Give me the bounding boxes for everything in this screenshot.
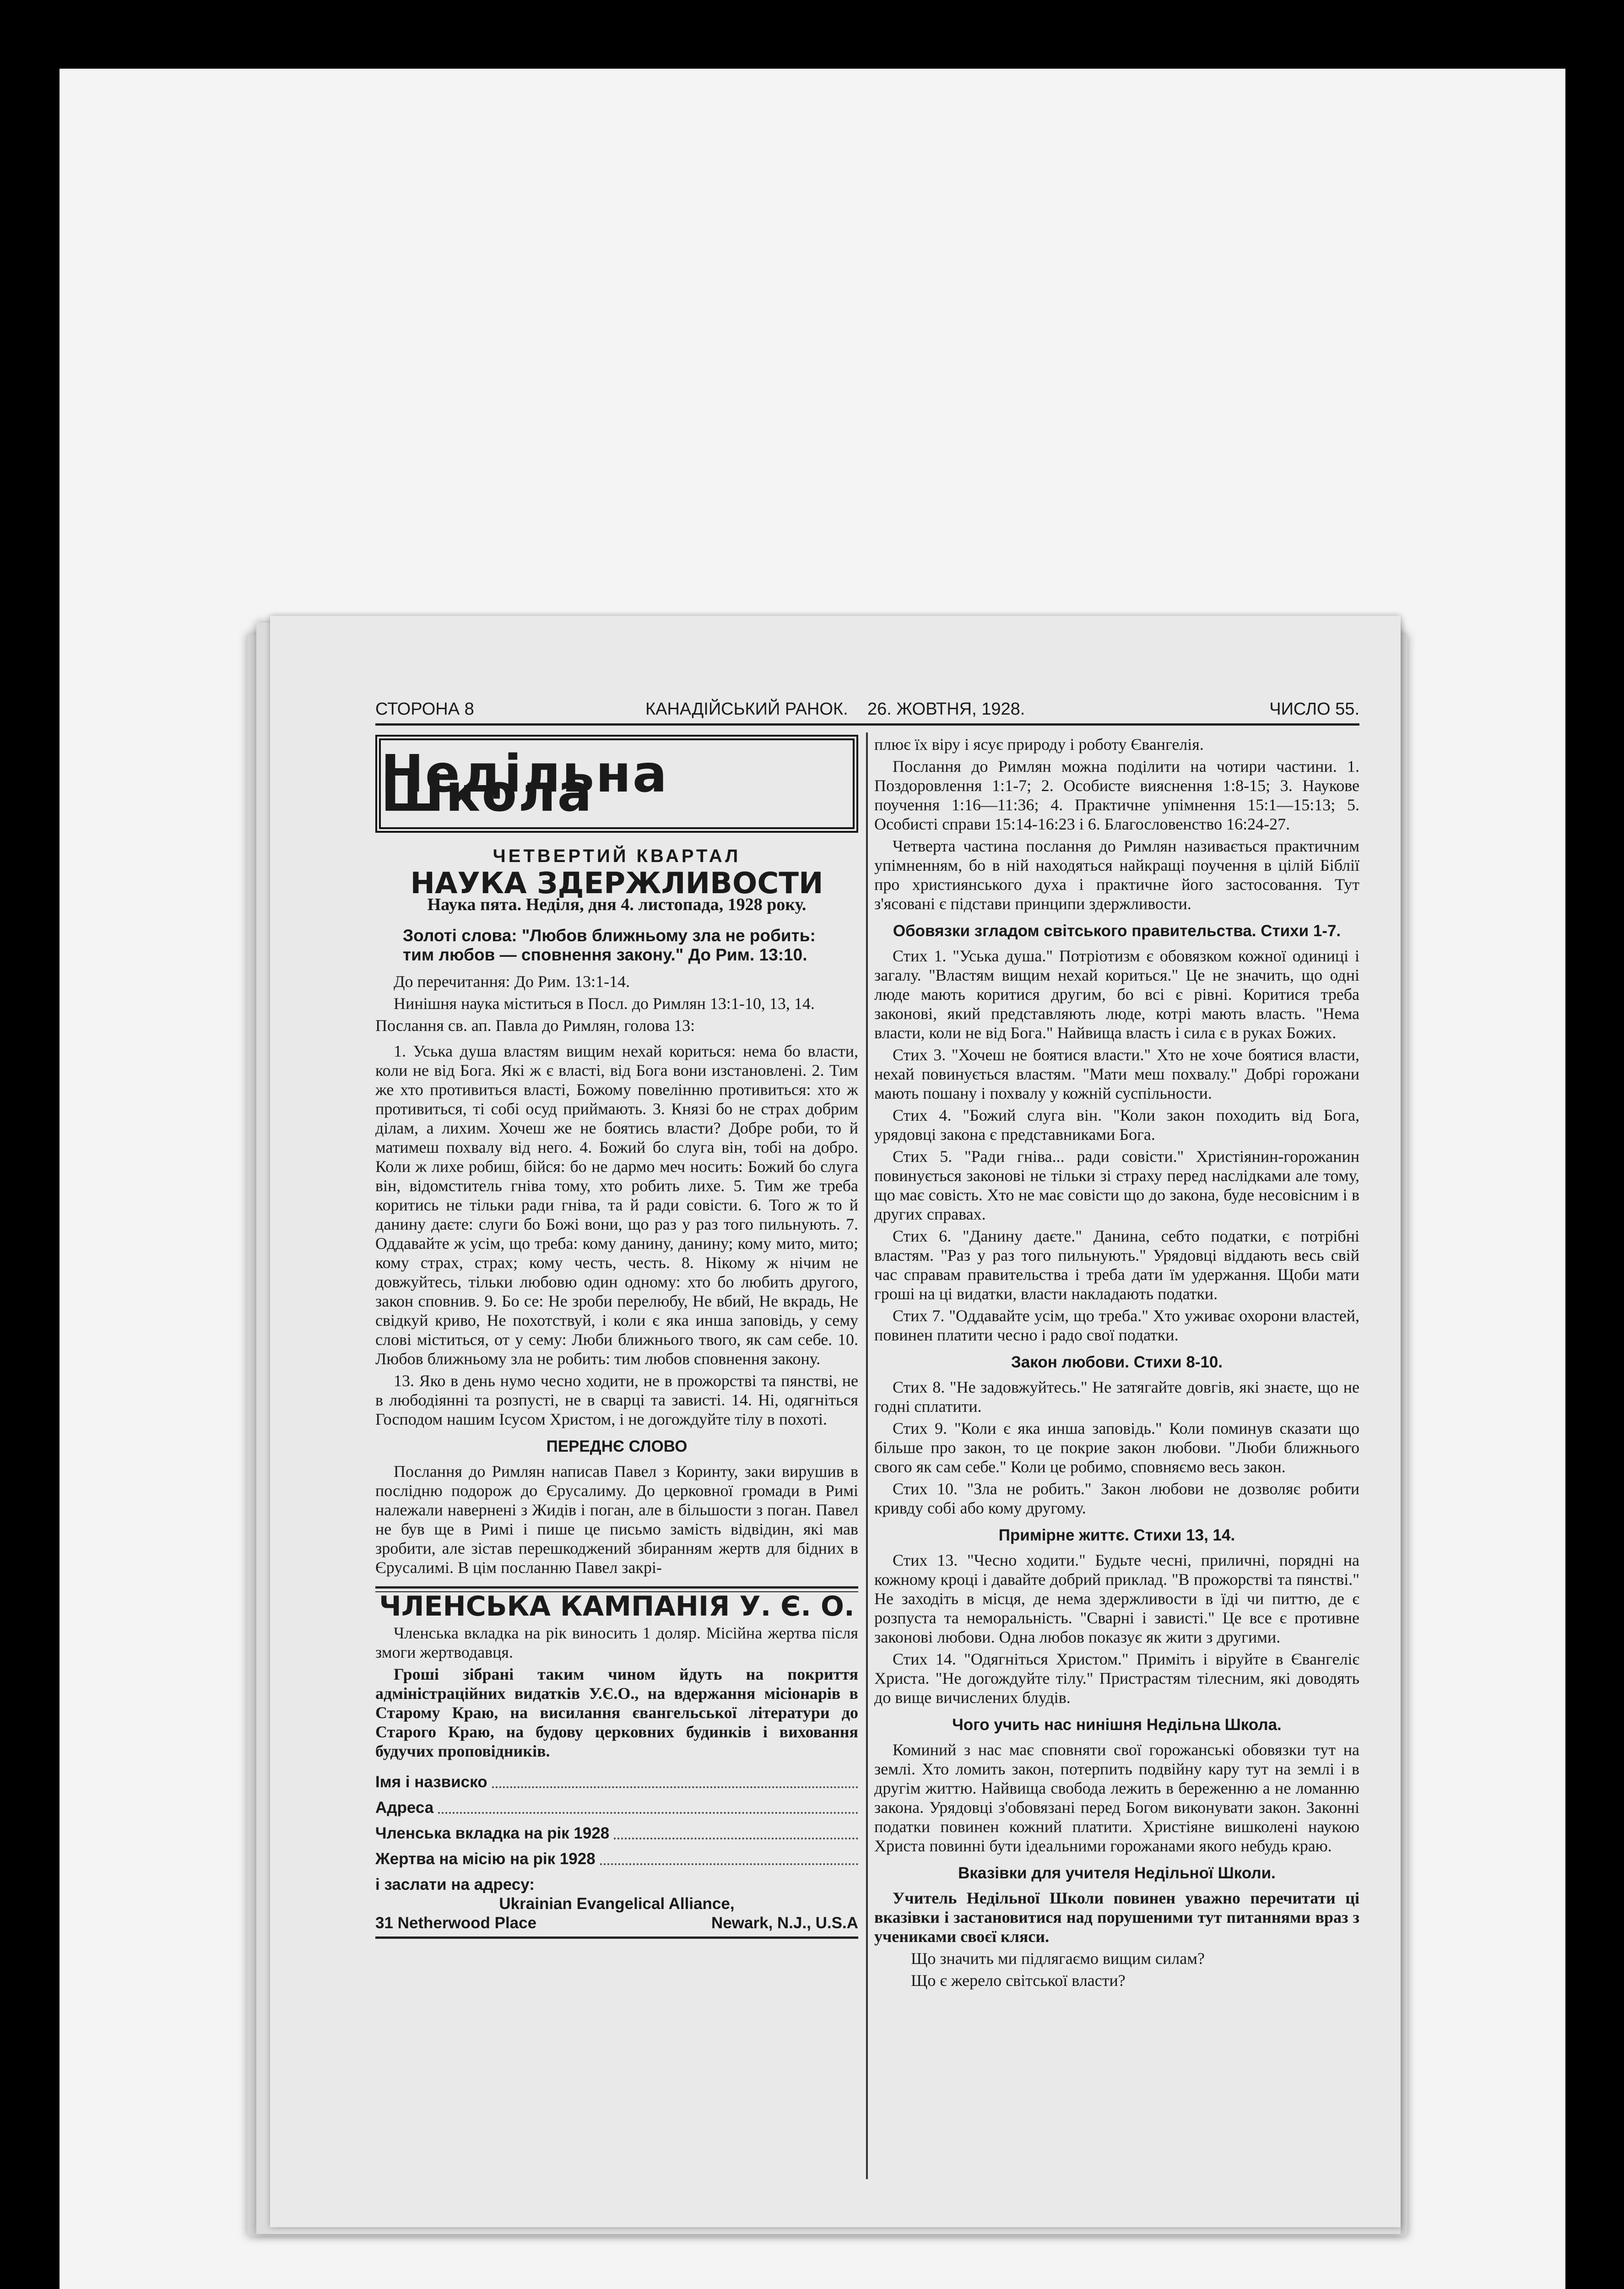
subheading-exemplary-life: Примірне життє. Стихи 13, 14. <box>998 1526 1235 1544</box>
send-to-label: і заслати на адресу: <box>375 1876 535 1893</box>
reading-ref: До перечитання: До Рим. 13:1-14. <box>394 972 630 991</box>
verse-5: Стих 5. "Ради гніва... ради совісти." Христіянин-горожанин повинується законові не тільки зі страху перед наслідками але тому, що має совість. Хто не має совісти що до закона, буде несовісним і в других справах. <box>874 1147 1359 1223</box>
verse-7: Стих 7. "Оддавайте усім, що треба." Хто уживає охорони властей, повинен платити чесно і радо свої податки. <box>874 1307 1359 1344</box>
mission-field[interactable] <box>375 1850 858 1869</box>
golden-words-line-2: тим любов — сповнення закону." До Рим. 13:10. <box>403 945 807 964</box>
verse-6: Стих 6. "Данину даєте." Данина, себто податки, є потрібні властям. "Раз у раз того пильнують." Урядовці віддають весь свій час справам правительства і треба дати їм удержання. Щоби мати гроші на ці видатки, власти накладають податки. <box>874 1227 1359 1303</box>
verse-1: Стих 1. "Уська душа." Потріотизм є обовязком кожної одиниці і загалу. "Властям вищим нехай кориться." Це не значить, що одні люде мають коритися другим, бо всі є рівні. Коритися треба законові, який представляють люде, котрі мають власть. "Нема власти, коли не від Бога." Найвища власть і сила є в руках Божих. <box>874 947 1359 1042</box>
verse-3: Стих 3. "Хочеш не боятися власти." Хто не хоче боятися власти, нехай повинується властям. "Мати меш похвалу." Добрі горожани мають пошану і похвалу у кожній суспільности. <box>874 1046 1359 1102</box>
page-content <box>375 696 1359 2202</box>
dues-field-label: Членська вкладка на рік 1928 <box>375 1824 610 1842</box>
lesson-subtitle: Наука пята. Неділя, дня 4. листопада, 1928 року. <box>427 895 807 914</box>
name-field-line[interactable] <box>492 1773 858 1788</box>
mission-field-line[interactable] <box>600 1850 858 1865</box>
dues-field[interactable] <box>375 1824 858 1843</box>
lesson-location: Нинішня наука міститься в Посл. до Римлян 13:1-10, 13, 14. <box>394 994 815 1013</box>
verse-9: Стих 9. "Коли є яка инша заповідь." Коли поминув сказати що більше про закон, то це покрие закон любови. "Люби ближнього свого як сам себе." Коли це робимо, сповняємо весь закон. <box>874 1419 1359 1476</box>
campaign-title: ЧЛЕНСЬКА КАМПАНІЯ У. Є. О. <box>379 1590 855 1622</box>
golden-words-line-1: Золоті слова: "Любов ближньому зла не робить: <box>403 926 816 945</box>
verse-8: Стих 8. "Не задовжуйтесь." Не затягайте довгів, які знаєте, що не годні сплатити. <box>874 1378 1359 1416</box>
practical-paragraph: Четверта частина послання до Римлян називається практичним упімненням, бо в ній находяться найкращі поучення в цілій Біблії про християнського духа і практичне його застосовання. Тут з'ясовані є підстави принципи здержливости. <box>874 837 1359 913</box>
left-column <box>375 735 858 1939</box>
quarter-label: ЧЕТВЕРТИЙ КВАРТАЛ <box>493 846 741 866</box>
page-header <box>375 696 1359 726</box>
organization-name: Ukrainian Evangelical Alliance, <box>499 1895 735 1913</box>
continued-text: плює їх віру і ясує природу і роботу Євангелія. <box>874 735 1204 754</box>
subheading-teaching: Чого учить нас нинішня Недільна Школа. <box>952 1716 1282 1734</box>
street-address: 31 Netherwood Place <box>375 1914 537 1932</box>
masthead-box <box>375 735 858 833</box>
subheading-duties: Обовязки згладом світського правительства. Стихи 1-7. <box>893 922 1341 940</box>
dues-field-line[interactable] <box>614 1824 858 1839</box>
verse-13: Стих 13. "Чесно ходити." Будьте чесні, приличні, порядні на кожному кроці і давайте добрий приклад. "В прожорстві та пянстві." Не заходіть в місця, де нема здержливости в їді чи питтю, де є розпуста та неморальність. "Сварні і зависті." Це все є противне законові любови. Одна любов показує як жити з другими. <box>874 1551 1359 1646</box>
question-1: Що значить ми підлягаємо вищим силам? <box>911 1949 1205 1968</box>
scripture-text-2: 13. Яко в день нумо чесно ходити, не в прожорстві та пянстві, не в любодіянні та розпусті, не в сварці та зависті. 14. Ні, одягніться Господом нашим Ісусом Христом, і не догождуйте тілу в похоті. <box>375 1372 858 1428</box>
verse-14: Стих 14. "Одягніться Христом." Приміть і віруйте в Євангеліє Христа. "Не догождуйте тілу." Пристрастям тілесним, які доводять до вище вичислених блудів. <box>874 1650 1359 1707</box>
foreword-title: ПЕРЕДНЄ СЛОВО <box>546 1437 687 1455</box>
verse-4: Стих 4. "Божий слуга він. "Коли закон походить від Бога, урядовці закона є представниками Бога. <box>874 1106 1359 1144</box>
teaching-paragraph: Коминий з нас має сповняти свої горожанські обовязки тут на землі. Хто ломить закон, потерпить подвійну кару тут на землі і в другім життю. Найвища свобода лежить в береженню а не ломанню закона. Урядовці з'обовязані перед Богом виконувати закон. Законні податки повинен кожний платити. Христіяне вишколені наукою Христа повинні бути ідеальними горожанами якого небудь краю. <box>874 1741 1359 1855</box>
address-field-label: Адреса <box>375 1799 434 1817</box>
city-address: Newark, N.J., U.S.A <box>711 1914 858 1932</box>
epistle-heading: Послання св. ап. Павла до Римлян, голова 13: <box>375 1016 695 1035</box>
name-field-label: Імя і назвиско <box>375 1773 487 1791</box>
mission-field-label: Жертва на місію на рік 1928 <box>375 1850 595 1868</box>
campaign-text-1: Членська вкладка на рік виносить 1 доляр. Місійна жертва після змоги жертводавця. <box>375 1624 858 1661</box>
address-field[interactable] <box>375 1798 858 1817</box>
mailing-address <box>375 1875 858 1939</box>
page-number: СТОРОНА 8 <box>375 700 474 719</box>
campaign-text-2: Гроші зібрані таким чином йдуть на покриття адміністраційних видатків У.Є.О., на вдержання місіонарів в Старому Краю, на висилання євангельської літератури до Старого Краю, на будову церковних будинків і виховання будучих проповідників. <box>375 1665 858 1760</box>
division-paragraph: Послання до Римлян можна поділити на чотири частини. 1. Поздоровлення 1:1-7; 2. Особисте вияснення 1:8-15; 3. Наукове поучення 1:16—11:36; 4. Практичне упімнення 15:1—15:13; 5. Особисті справи 15:14-16:23 і 6. Благословенство 16:24-27. <box>874 757 1359 833</box>
scripture-text: 1. Уська душа властям вищим нехай кориться: нема бо власти, коли не від Бога. Які ж є власті, від Бога вони изстановлені. 2. Тим же хто противиться власті, Божому повелінню противиться: хто ж противиться, ті собі осуд приймають. 3. Князі бо не страх добрим ділам, а лихим. Хочеш же не боятись власти? Добре роби, то й матимеш похвалу від него. 4. Божий бо слуга він, тобі на добро. Коли ж лихе робиш, бійся: бо не дармо меч носить: Божий бо слуга він, відомститель гніва тому, хто робить лихе. 5. Тим же треба коритись не тільки ради гніва, та й ради совісти. 6. Того ж то й данину даєте: слуги бо Божі вони, що раз у раз того пильнують. 7. Оддавайте ж усім, що треба: кому данину, данину; кому мито, мито; кому страх, страх; кому честь, честь. 8. Нікому ж нічим не довжуйтесь, тільки любовю один одному: хто бо любить другого, закон сповнив. 9. Бо се: Не зроби перелюбу, Не вбий, Не вкрадь, Не свідкуй криво, Не похотствуй, і коли є яка инша заповідь, у сему слові міститься, от у сему: Люби ближнього твого, як сам себе. 10. Любов ближньому зла не робить: тим любов сповнення закону. <box>375 1042 858 1368</box>
right-column <box>874 735 1359 1993</box>
teacher-notes: Учитель Недільної Школи повинен уважно перечитати ці вказівки і застановитися над порушеними тут питаннями враз з учениками своєї кляси. <box>874 1889 1359 1946</box>
issue-date: 26. ЖОВТНЯ, 1928. <box>867 700 1025 719</box>
subheading-teacher-notes: Вказівки для учителя Недільної Школи. <box>958 1864 1276 1882</box>
subheading-love: Закон любови. Стихи 8-10. <box>1011 1353 1223 1371</box>
name-field[interactable] <box>375 1773 858 1792</box>
issue-number: ЧИСЛО 55. <box>1269 700 1359 719</box>
masthead-title: Недільна Школа <box>381 744 669 823</box>
address-field-line[interactable] <box>438 1798 858 1814</box>
foreword-text: Послання до Римлян написав Павел з Коринту, заки вирушив в послідню подорож до Єрусалиму. До церковної громади в Римі належали навернені з Жидів і поган, але в більшости з поган. Павел не був ще в Римі і пише це письмо замість відвідин, які мав зробити, але зістав перешкоджений збиранням жертв для бідних в Єрусалимі. В цім посланню Павел закрі- <box>375 1462 858 1577</box>
newspaper-name: КАНАДІЙСЬКИЙ РАНОК. <box>645 700 848 719</box>
lesson-title: НАУКА ЗДЕРЖЛИВОСТИ <box>410 867 823 900</box>
golden-words <box>403 926 858 965</box>
verse-10: Стих 10. "Зла не робить." Закон любови не дозволяє робити кривду собі або кому другому. <box>874 1480 1359 1517</box>
newspaper-page <box>270 616 1401 2227</box>
column-divider <box>866 732 868 2179</box>
address-line <box>375 1914 858 1939</box>
question-2: Що є жерело світської власти? <box>911 1971 1126 1990</box>
